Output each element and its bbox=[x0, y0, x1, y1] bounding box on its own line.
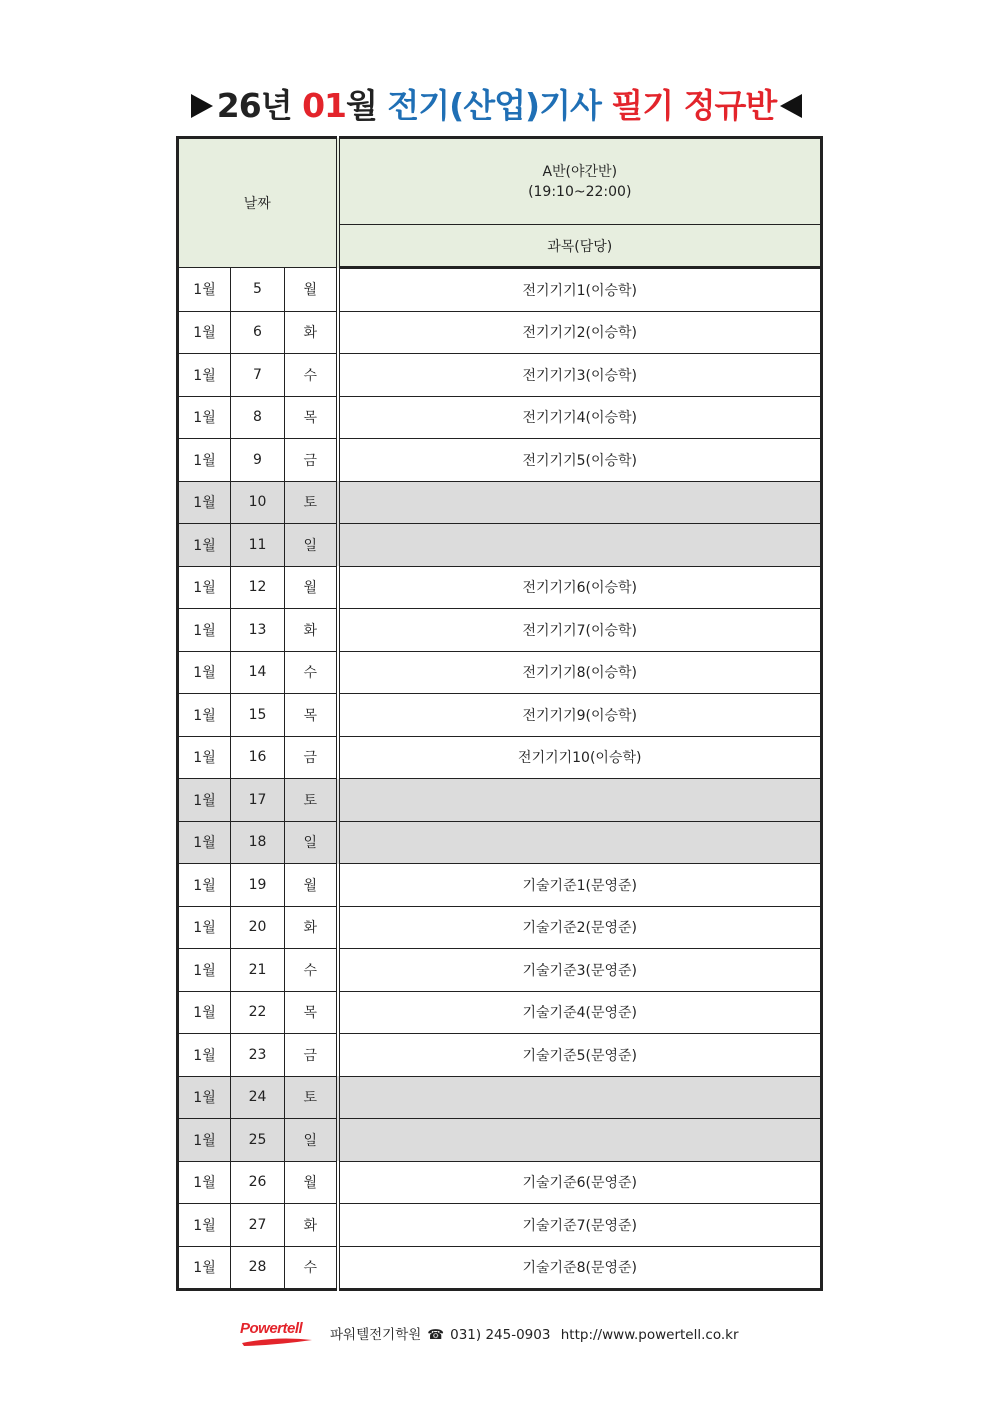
weekday-cell: 토 bbox=[285, 1076, 338, 1119]
table-row bbox=[178, 1034, 822, 1077]
table-row bbox=[178, 1161, 822, 1204]
month-cell: 1월 bbox=[178, 1246, 231, 1290]
day-cell: 19 bbox=[231, 864, 285, 907]
subject-cell: 전기기기9(이승학) bbox=[338, 694, 822, 737]
weekday-cell: 월 bbox=[285, 566, 338, 609]
subject-cell: 기술기준1(문영준) bbox=[338, 864, 822, 907]
month-cell: 1월 bbox=[178, 566, 231, 609]
day-cell: 15 bbox=[231, 694, 285, 737]
month-cell: 1월 bbox=[178, 354, 231, 397]
title-year: 26년 bbox=[216, 86, 292, 125]
subject-cell: 기술기준8(문영준) bbox=[338, 1246, 822, 1290]
table-row bbox=[178, 566, 822, 609]
month-cell: 1월 bbox=[178, 524, 231, 567]
table-row bbox=[178, 821, 822, 864]
month-cell: 1월 bbox=[178, 1119, 231, 1162]
weekday-cell: 토 bbox=[285, 481, 338, 524]
weekday-cell: 수 bbox=[285, 1246, 338, 1290]
table-row bbox=[178, 906, 822, 949]
month-cell: 1월 bbox=[178, 949, 231, 992]
weekday-cell: 목 bbox=[285, 991, 338, 1034]
month-cell: 1월 bbox=[178, 311, 231, 354]
weekday-cell: 화 bbox=[285, 906, 338, 949]
weekday-cell: 월 bbox=[285, 268, 338, 312]
title-month-suffix: 월 bbox=[346, 86, 377, 125]
subject-cell: 전기기기3(이승학) bbox=[338, 354, 822, 397]
class-time: (19:10~22:00) bbox=[528, 183, 632, 200]
arrow-right-icon bbox=[191, 94, 213, 118]
table-row bbox=[178, 311, 822, 354]
weekday-cell: 화 bbox=[285, 609, 338, 652]
table-row bbox=[178, 524, 822, 567]
day-cell: 5 bbox=[231, 268, 285, 312]
day-cell: 14 bbox=[231, 651, 285, 694]
month-cell: 1월 bbox=[178, 1076, 231, 1119]
arrow-left-icon bbox=[780, 94, 802, 118]
weekday-cell: 일 bbox=[285, 821, 338, 864]
month-cell: 1월 bbox=[178, 609, 231, 652]
subject-cell: 기술기준6(문영준) bbox=[338, 1161, 822, 1204]
subject-cell bbox=[338, 779, 822, 822]
month-cell: 1월 bbox=[178, 1034, 231, 1077]
day-cell: 25 bbox=[231, 1119, 285, 1162]
subject-cell: 기술기준7(문영준) bbox=[338, 1204, 822, 1247]
weekday-cell: 목 bbox=[285, 396, 338, 439]
month-cell: 1월 bbox=[178, 439, 231, 482]
table-row bbox=[178, 1076, 822, 1119]
day-cell: 10 bbox=[231, 481, 285, 524]
subject-cell: 전기기기2(이승학) bbox=[338, 311, 822, 354]
weekday-cell: 화 bbox=[285, 1204, 338, 1247]
table-row bbox=[178, 1204, 822, 1247]
table-row bbox=[178, 736, 822, 779]
subject-cell bbox=[338, 821, 822, 864]
subject-cell: 전기기기10(이승학) bbox=[338, 736, 822, 779]
month-cell: 1월 bbox=[178, 481, 231, 524]
day-cell: 28 bbox=[231, 1246, 285, 1290]
month-cell: 1월 bbox=[178, 1161, 231, 1204]
subject-cell bbox=[338, 524, 822, 567]
day-cell: 24 bbox=[231, 1076, 285, 1119]
weekday-cell: 토 bbox=[285, 779, 338, 822]
website-link[interactable]: http://www.powertell.co.kr bbox=[560, 1327, 739, 1343]
table-row bbox=[178, 991, 822, 1034]
table-row bbox=[178, 481, 822, 524]
day-cell: 7 bbox=[231, 354, 285, 397]
schedule-table bbox=[176, 136, 823, 1291]
month-cell: 1월 bbox=[178, 1204, 231, 1247]
day-cell: 9 bbox=[231, 439, 285, 482]
day-cell: 12 bbox=[231, 566, 285, 609]
month-cell: 1월 bbox=[178, 906, 231, 949]
month-cell: 1월 bbox=[178, 779, 231, 822]
weekday-cell: 금 bbox=[285, 439, 338, 482]
day-cell: 6 bbox=[231, 311, 285, 354]
subject-cell: 전기기기4(이승학) bbox=[338, 396, 822, 439]
month-cell: 1월 bbox=[178, 864, 231, 907]
subject-header: 과목(담당) bbox=[338, 225, 822, 268]
table-row bbox=[178, 864, 822, 907]
table-row bbox=[178, 651, 822, 694]
title-course: 전기(산업)기사 bbox=[387, 86, 601, 125]
day-cell: 13 bbox=[231, 609, 285, 652]
table-row bbox=[178, 439, 822, 482]
subject-cell bbox=[338, 1076, 822, 1119]
day-cell: 8 bbox=[231, 396, 285, 439]
table-row bbox=[178, 609, 822, 652]
weekday-cell: 금 bbox=[285, 736, 338, 779]
subject-cell: 기술기준2(문영준) bbox=[338, 906, 822, 949]
day-cell: 11 bbox=[231, 524, 285, 567]
day-cell: 16 bbox=[231, 736, 285, 779]
table-row bbox=[178, 396, 822, 439]
day-cell: 27 bbox=[231, 1204, 285, 1247]
logo-text: Powertell bbox=[240, 1320, 303, 1337]
day-cell: 17 bbox=[231, 779, 285, 822]
subject-cell: 기술기준3(문영준) bbox=[338, 949, 822, 992]
date-header: 날짜 bbox=[178, 138, 338, 268]
weekday-cell: 수 bbox=[285, 651, 338, 694]
table-row bbox=[178, 779, 822, 822]
subject-cell: 전기기기1(이승학) bbox=[338, 268, 822, 312]
weekday-cell: 금 bbox=[285, 1034, 338, 1077]
table-row bbox=[178, 949, 822, 992]
month-cell: 1월 bbox=[178, 694, 231, 737]
weekday-cell: 월 bbox=[285, 864, 338, 907]
day-cell: 23 bbox=[231, 1034, 285, 1077]
class-name: A반(야간반) bbox=[542, 163, 618, 180]
table-row bbox=[178, 268, 822, 312]
subject-cell bbox=[338, 481, 822, 524]
table-row bbox=[178, 354, 822, 397]
table-row bbox=[178, 694, 822, 737]
day-cell: 26 bbox=[231, 1161, 285, 1204]
subject-cell: 전기기기5(이승학) bbox=[338, 439, 822, 482]
subject-cell: 기술기준5(문영준) bbox=[338, 1034, 822, 1077]
day-cell: 21 bbox=[231, 949, 285, 992]
weekday-cell: 수 bbox=[285, 949, 338, 992]
phone-icon: ☎ bbox=[427, 1327, 445, 1343]
title-month: 01 bbox=[302, 86, 347, 125]
class-header bbox=[338, 138, 822, 225]
day-cell: 18 bbox=[231, 821, 285, 864]
powertell-logo bbox=[238, 1318, 316, 1348]
month-cell: 1월 bbox=[178, 821, 231, 864]
day-cell: 22 bbox=[231, 991, 285, 1034]
subject-cell: 기술기준4(문영준) bbox=[338, 991, 822, 1034]
weekday-cell: 일 bbox=[285, 1119, 338, 1162]
subject-cell: 전기기기8(이승학) bbox=[338, 651, 822, 694]
academy-name: 파워텔전기학원 bbox=[330, 1327, 422, 1343]
month-cell: 1월 bbox=[178, 736, 231, 779]
month-cell: 1월 bbox=[178, 651, 231, 694]
table-row bbox=[178, 1246, 822, 1290]
weekday-cell: 일 bbox=[285, 524, 338, 567]
day-cell: 20 bbox=[231, 906, 285, 949]
weekday-cell: 월 bbox=[285, 1161, 338, 1204]
month-cell: 1월 bbox=[178, 268, 231, 312]
title-type: 필기 정규반 bbox=[611, 86, 777, 125]
subject-cell bbox=[338, 1119, 822, 1162]
subject-cell: 전기기기7(이승학) bbox=[338, 609, 822, 652]
footer bbox=[238, 1318, 758, 1348]
month-cell: 1월 bbox=[178, 396, 231, 439]
weekday-cell: 수 bbox=[285, 354, 338, 397]
weekday-cell: 화 bbox=[285, 311, 338, 354]
weekday-cell: 목 bbox=[285, 694, 338, 737]
subject-cell: 전기기기6(이승학) bbox=[338, 566, 822, 609]
phone-number: 031) 245-0903 bbox=[450, 1327, 551, 1343]
month-cell: 1월 bbox=[178, 991, 231, 1034]
table-row bbox=[178, 1119, 822, 1162]
page-title bbox=[0, 84, 993, 128]
